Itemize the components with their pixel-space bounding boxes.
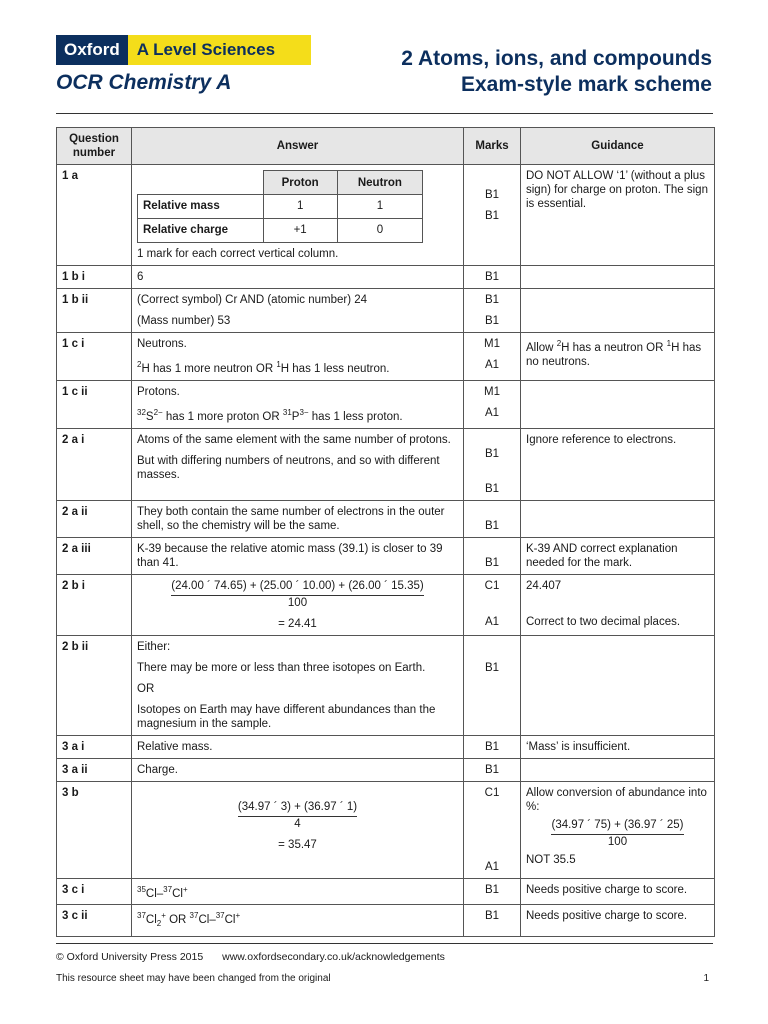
row-label: Relative charge xyxy=(138,219,264,243)
header-answer: Answer xyxy=(132,128,464,165)
footer-rule xyxy=(56,943,713,944)
answer-line: But with differing numbers of neutrons, and so with different masses. xyxy=(137,454,440,481)
marks-cell: B1 xyxy=(464,758,521,781)
mark: B1 xyxy=(484,556,500,569)
question-number: 1 b i xyxy=(57,266,132,289)
answer-line: There may be more or less than three isotopes on Earth. xyxy=(137,661,426,674)
guidance-cell xyxy=(521,758,715,781)
guidance-cell xyxy=(521,635,715,735)
answer-cell xyxy=(132,781,464,878)
mark: B1 xyxy=(484,482,500,495)
marks-cell xyxy=(464,428,521,500)
marks-cell xyxy=(464,537,521,574)
mark: A1 xyxy=(484,860,500,873)
answer-line: Atoms of the same element with the same number of protons. xyxy=(137,433,451,446)
question-number: 3 b xyxy=(57,781,132,878)
answer-line: (Mass number) 53 xyxy=(137,315,231,327)
answer-cell xyxy=(132,165,464,266)
header-question: Question number xyxy=(57,128,132,165)
question-number: 1 b ii xyxy=(57,289,132,333)
mark: B1 xyxy=(484,315,500,327)
table-row xyxy=(57,380,715,428)
table-row xyxy=(57,574,715,635)
question-number: 1 a xyxy=(57,165,132,266)
header-marks: Marks xyxy=(464,128,521,165)
guidance-cell xyxy=(521,500,715,537)
header-rule xyxy=(56,113,713,114)
question-number: 2 a ii xyxy=(57,500,132,537)
answer-note: 1 mark for each correct vertical column. xyxy=(137,248,339,260)
marks-cell: B1 xyxy=(464,878,521,905)
chapter-heading xyxy=(401,46,712,98)
formula-numerator: (24.00 ´ 74.65) + (25.00 ´ 10.00) + (26.00 ´ 15.35) xyxy=(171,579,424,596)
table-row xyxy=(57,905,715,936)
table-header-row xyxy=(57,128,715,165)
answer-cell xyxy=(132,574,464,635)
table-row xyxy=(57,781,715,878)
marks-cell xyxy=(464,781,521,878)
footer-credits xyxy=(56,951,461,963)
guidance-cell: Needs positive charge to score. xyxy=(521,878,715,905)
marks-cell xyxy=(464,289,521,333)
table-row xyxy=(57,165,715,266)
logo-brand: Oxford xyxy=(56,35,128,65)
answer-cell: Relative mass. xyxy=(132,735,464,758)
answer-line: $^{32}S^{2-}$ has 1 more proton OR $^{31}P^{3-}$ has 1 less proton. xyxy=(137,407,403,423)
marks-cell: B1 xyxy=(464,735,521,758)
question-number: 2 a i xyxy=(57,428,132,500)
guidance-cell: Needs positive charge to score. xyxy=(521,905,715,936)
table-row xyxy=(57,758,715,781)
formula-denominator: 4 xyxy=(294,817,301,830)
row-label: Relative mass xyxy=(138,195,264,219)
answer-cell xyxy=(132,289,464,333)
guidance-cell: Allow conversion of abundance into %: (34.97 ´ 75) + (36.97 ´ 25) 100 NOT 35.5 xyxy=(521,781,715,878)
mark: A1 xyxy=(484,615,500,628)
acknowledgements-link[interactable]: www.oxfordsecondary.co.uk/acknowledgements xyxy=(222,951,445,963)
answer-line: $^2$H has 1 more neutron OR $^1$H has 1 less neutron. xyxy=(137,360,390,375)
question-number: 2 b i xyxy=(57,574,132,635)
question-number: 1 c i xyxy=(57,333,132,381)
mark: M1 xyxy=(484,338,500,350)
marks-cell xyxy=(464,165,521,266)
mark: B1 xyxy=(484,294,500,306)
table-row xyxy=(57,735,715,758)
question-number: 2 b ii xyxy=(57,635,132,735)
neutron-charge: 0 xyxy=(337,219,422,243)
guidance-cell xyxy=(521,380,715,428)
question-number: 2 a iii xyxy=(57,537,132,574)
answer-cell: K-39 because the relative atomic mass (39.1) is closer to 39 than 41. xyxy=(132,537,464,574)
answer-cell: They both contain the same number of electrons in the outer shell, so the chemistry will be the same. xyxy=(132,500,464,537)
question-number: 3 c i xyxy=(57,878,132,905)
mark: B1 xyxy=(484,210,500,222)
table-row xyxy=(57,333,715,381)
answer-cell xyxy=(132,380,464,428)
table-row xyxy=(57,289,715,333)
marks-cell xyxy=(464,574,521,635)
marks-cell: B1 xyxy=(464,266,521,289)
mark: A1 xyxy=(484,359,500,371)
table-row xyxy=(57,266,715,289)
answer-line: Either: xyxy=(137,640,171,653)
mark: C1 xyxy=(484,579,500,592)
guidance-cell xyxy=(521,289,715,333)
particle-table xyxy=(137,170,423,243)
answer-cell: $^{35}$Cl–$^{37}$Cl+ xyxy=(132,878,464,905)
question-number: 3 a i xyxy=(57,735,132,758)
formula-result: = 35.47 xyxy=(278,838,317,851)
document-title: Exam-style mark scheme xyxy=(461,73,712,96)
guidance-cell: DO NOT ALLOW ‘1’ (without a plus sign) for charge on proton. The sign is essential. xyxy=(521,165,715,266)
mark: B1 xyxy=(484,189,500,201)
answer-line: Isotopes on Earth may have different abundances than the magnesium in the sample. xyxy=(137,703,436,730)
answer-line: OR xyxy=(137,682,155,695)
copyright: © Oxford University Press 2015 xyxy=(56,951,204,963)
table-row xyxy=(57,878,715,905)
answer-line: Protons. xyxy=(137,385,180,398)
formula-result: = 24.41 xyxy=(278,617,317,630)
subject-title: OCR Chemistry A xyxy=(56,71,232,94)
guidance-cell: 24.407 Correct to two decimal places. xyxy=(521,574,715,635)
table-row xyxy=(57,428,715,500)
guidance-formula-numerator: (34.97 ´ 75) + (36.97 ´ 25) xyxy=(551,818,683,835)
answer-cell: Charge. xyxy=(132,758,464,781)
answer-cell xyxy=(132,333,464,381)
mark-scheme-table xyxy=(56,127,715,937)
mark: C1 xyxy=(484,786,500,799)
mark: B1 xyxy=(484,519,500,532)
page-number: 1 xyxy=(703,973,709,984)
guidance-formula-denominator: 100 xyxy=(607,835,628,848)
guidance-cell: Ignore reference to electrons. xyxy=(521,428,715,500)
question-number: 1 c ii xyxy=(57,380,132,428)
footer-note: This resource sheet may have been changed from the original xyxy=(56,973,331,984)
answer-line: (Correct symbol) Cr AND (atomic number) 24 xyxy=(137,294,368,306)
inner-header-proton: Proton xyxy=(263,171,337,195)
answer-cell: 6 xyxy=(132,266,464,289)
guidance-cell xyxy=(521,266,715,289)
formula-denominator: 100 xyxy=(287,596,308,609)
header-guidance: Guidance xyxy=(521,128,715,165)
table-row xyxy=(57,635,715,735)
marks-cell xyxy=(464,635,521,735)
question-number: 3 c ii xyxy=(57,905,132,936)
answer-cell xyxy=(132,428,464,500)
answer-cell: $^{37}Cl_2^+$ OR $^{37}$Cl–$^{37}$Cl+ xyxy=(132,905,464,936)
table-row xyxy=(57,537,715,574)
mark: A1 xyxy=(484,406,500,419)
oxford-logo xyxy=(56,35,311,65)
formula-numerator: (34.97 ´ 3) + (36.97 ´ 1) xyxy=(238,800,357,817)
guidance-cell: K-39 AND correct explanation needed for the mark. xyxy=(521,537,715,574)
logo-series: A Level Sciences xyxy=(128,35,311,65)
proton-charge: +1 xyxy=(263,219,337,243)
guidance-cell: Allow $^2$H has a neutron OR $^1$H has no neutrons. xyxy=(521,333,715,381)
marks-cell xyxy=(464,500,521,537)
marks-cell xyxy=(464,333,521,381)
proton-mass: 1 xyxy=(263,195,337,219)
inner-header-neutron: Neutron xyxy=(337,171,422,195)
guidance-cell: ‘Mass’ is insufficient. xyxy=(521,735,715,758)
question-number: 3 a ii xyxy=(57,758,132,781)
neutron-mass: 1 xyxy=(337,195,422,219)
marks-cell xyxy=(464,380,521,428)
mark: B1 xyxy=(484,447,500,460)
mark: M1 xyxy=(484,385,500,398)
mark: B1 xyxy=(484,661,500,674)
chapter-title: 2 Atoms, ions, and compounds xyxy=(401,47,712,70)
marks-cell: B1 xyxy=(464,905,521,936)
answer-cell xyxy=(132,635,464,735)
table-row xyxy=(57,500,715,537)
answer-line: Neutrons. xyxy=(137,338,187,350)
